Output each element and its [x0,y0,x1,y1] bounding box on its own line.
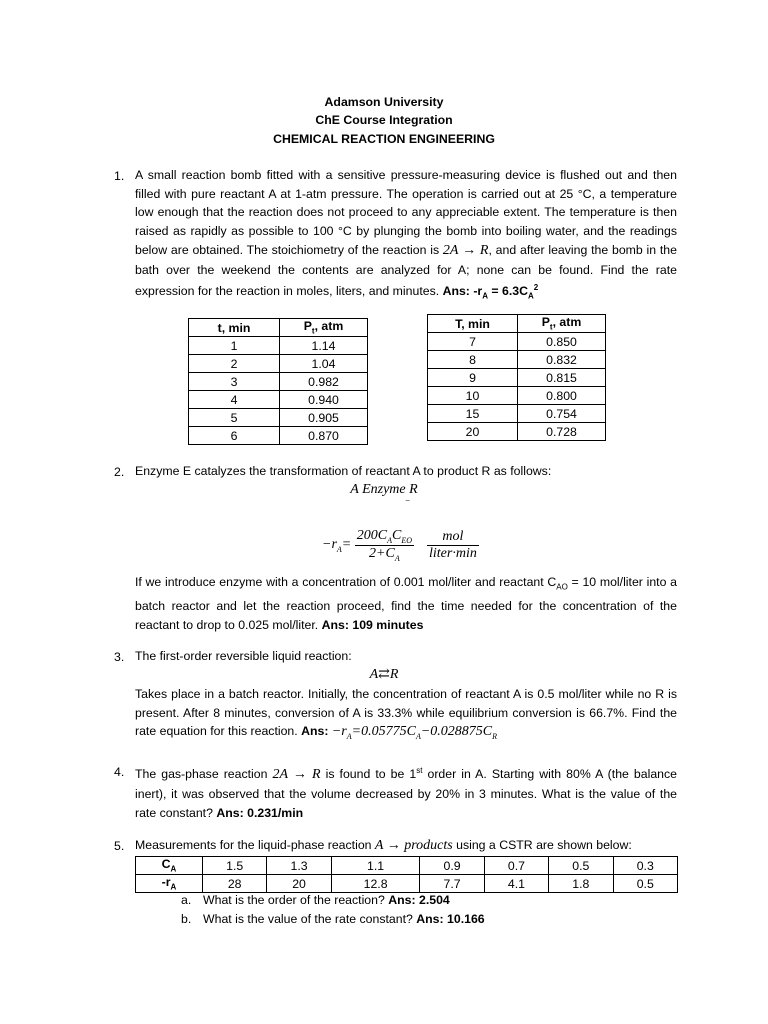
q3-reaction: A⇄R [369,667,399,682]
table-row [189,337,368,355]
q4-equation: 2A → R [272,767,321,783]
q1-table-2-cell: 0.754 [518,405,606,423]
q1-text-before: A small reaction bomb fitted with a sensitive pressure-measuring device is flushed out and then filled with pure reactant A at 1-atm pressure. The operation is carried out at 25 °C, a temperature low enough that the reaction does not proceed to any appreciable extent. The temperature is then raised as rapidly as possible to 100 °C by plunging the bomb into boiling water, and the readings below are obtained. The stoichiometry of the reaction is [135,168,677,257]
q5-text-after: using a CSTR are shown below: [452,838,632,852]
q5-ca-cell: 1.1 [331,857,420,875]
q1-table-2-header-p: $P_t$, atm [518,315,606,333]
university-title: Adamson University [324,95,444,109]
q5-ca-cell: 0.7 [484,857,548,875]
q1-table-1-cell: 0.870 [280,427,368,445]
q1-table-1-cell: 1.14 [280,337,368,355]
table-row [428,333,606,351]
q1-table-1-cell: 1 [189,337,280,355]
q2-arrow-icon: ⁻ [405,498,411,509]
q1-table-2-cell: 0.850 [518,333,606,351]
q3-body [135,685,677,747]
q1-table-2-cell: 0.728 [518,423,606,441]
q1-table-2-cell: 8 [428,351,518,369]
table-row [189,409,368,427]
q1-table-1-cell: 0.940 [280,391,368,409]
q1-text [135,166,677,306]
q5-sub-b [203,912,485,926]
q2-rate-numerator: $200C_AC_{EO}$ [356,528,412,545]
q5-ra-cell: 20 [267,875,331,893]
q1-table-2-cell: 7 [428,333,518,351]
q5-sub-b-answer: Ans: 10.166 [416,912,485,926]
q1-table-1-cell: 2 [189,355,280,373]
q1-table-2-cell: 0.815 [518,369,606,387]
q2-rate-denominator: $2+C_A$ [369,545,400,563]
q3-body-text: Takes place in a batch reactor. Initially, the concentration of reactant A is 0.5 mol/liter while no R is present. After 8 minutes, conversion of A is 33.3% while equilibrium conversion is 66.7%. Find the rate equation for this reaction. [135,687,677,739]
q1-table-2-cell: 0.800 [518,387,606,405]
q2-number: 2. [114,465,125,479]
q1-text-after: , and after leaving the bomb in the bath over the weekend the contents are analyzed for A; none can be found. Find the rate expression for the reaction in moles, liters, and minutes. [135,242,677,299]
q2-body: If we introduce enzyme with a concentration of 0.001 mol/liter and reactant $C_{AO} = 10$ mol/liter into a batch reactor and let the reaction proceed, find the time needed for the concentration of the reactant to drop to 0.025 mol/liter. Ans: 109 minutes [135,575,677,632]
table-row [189,355,368,373]
q2-rate-lhs: $-r_A=$ [322,536,352,554]
q1-table-1-cell: 6 [189,427,280,445]
table-row [428,423,606,441]
q1-table-1 [188,318,368,445]
q1-table-1-cell: 4 [189,391,280,409]
q5-ca-cell: 0.5 [549,857,613,875]
q2-answer: Ans: 109 minutes [321,617,424,632]
q1-table-1-cell: 3 [189,373,280,391]
q5-ca-cell: 0.9 [420,857,484,875]
q5-ra-cell: 7.7 [420,875,484,893]
q5-ra-cell: 1.8 [549,875,613,893]
q3-number: 3. [114,650,125,664]
q4-answer: Ans: 0.231/min [216,805,304,820]
q5-sub-a-text: What is the order of the reaction? [203,893,389,907]
q1-table-2-cell: 9 [428,369,518,387]
table-row [189,391,368,409]
table-row [428,369,606,387]
q5-ra-cell: 0.5 [613,875,677,893]
q3-answer-equation: $-r_A=0.05775C_A-0.028875C_R$ [331,724,498,742]
q5-sub-a-answer: Ans: 2.504 [388,893,450,907]
q1-number: 1. [114,169,125,183]
q5-sub-b-text: What is the value of the rate constant? [203,912,417,926]
q4-text: The gas-phase reaction 2A → R is found to be 1st order in A. Starting with 80% A (the balance inert), it was observed that the volume decreased by 20% in 3 minutes. What is the value of the rate constant? Ans: 0.231/min [135,766,677,820]
q1-table-2-cell: 10 [428,387,518,405]
q5-sub-a-letter: a. [181,893,192,907]
q5-ra-cell: 12.8 [331,875,420,893]
q1-table-1-cell: 5 [189,409,280,427]
q5-ca-cell: 1.3 [267,857,331,875]
q5-ra-cell: 4.1 [484,875,548,893]
q1-table-2-header-t: T, min [428,315,518,333]
table-row [428,405,606,423]
q5-number: 5. [114,839,125,853]
q2-reaction: A Enzyme R [350,482,418,497]
q5-ra-cell: 28 [203,875,267,893]
course-title: ChE Course Integration [315,113,453,127]
q1-table-2-cell: 20 [428,423,518,441]
subject-title: CHEMICAL REACTION ENGINEERING [273,132,495,146]
q1-table-1-cell: 1.04 [280,355,368,373]
q5-ca-cell: 0.3 [613,857,677,875]
q2-rate-equation [322,528,479,563]
q2-intro: Enzyme E catalyzes the transformation of reactant A to product R as follows: [135,464,552,478]
q1-table-1-cell: 0.982 [280,373,368,391]
q5-sub-b-letter: b. [181,912,192,926]
q1-answer: Ans: $-r_A = 6.3C_A^2$ [442,283,539,301]
q1-table-1-header-t: t, min [189,319,280,337]
table-row [428,387,606,405]
q5-sub-a [203,893,450,907]
q2-unit-fraction [427,529,479,562]
q1-table-1-header-p: $P_t$, atm [280,319,368,337]
q3-answer-label: Ans: [301,724,329,739]
q1-table-2-cell: 15 [428,405,518,423]
table-row [428,351,606,369]
q5-equation: A → products [374,838,453,853]
table-row [189,373,368,391]
q1-equation: 2A → R [442,242,489,258]
q1-table-2-cell: 0.832 [518,351,606,369]
q5-table [135,856,678,893]
q1-table-2 [427,314,606,441]
q5-ca-cell: 1.5 [203,857,267,875]
q2-unit-denominator: liter·min [429,545,477,561]
q5-text [135,836,677,856]
q1-table-1-cell: 0.905 [280,409,368,427]
q4-text-a: The gas-phase reaction [135,767,273,782]
table-row [189,427,368,445]
q2-rate-fraction [355,528,414,563]
q2-unit-numerator: mol [427,529,479,546]
q5-text-before: Measurements for the liquid-phase reaction [135,838,375,852]
q3-intro: The first-order reversible liquid reaction: [135,649,352,663]
q4-number: 4. [114,765,125,779]
q5-row-ca-label: $C_A$ [136,857,203,875]
q5-row-ra-label: $-r_A$ [136,875,203,893]
